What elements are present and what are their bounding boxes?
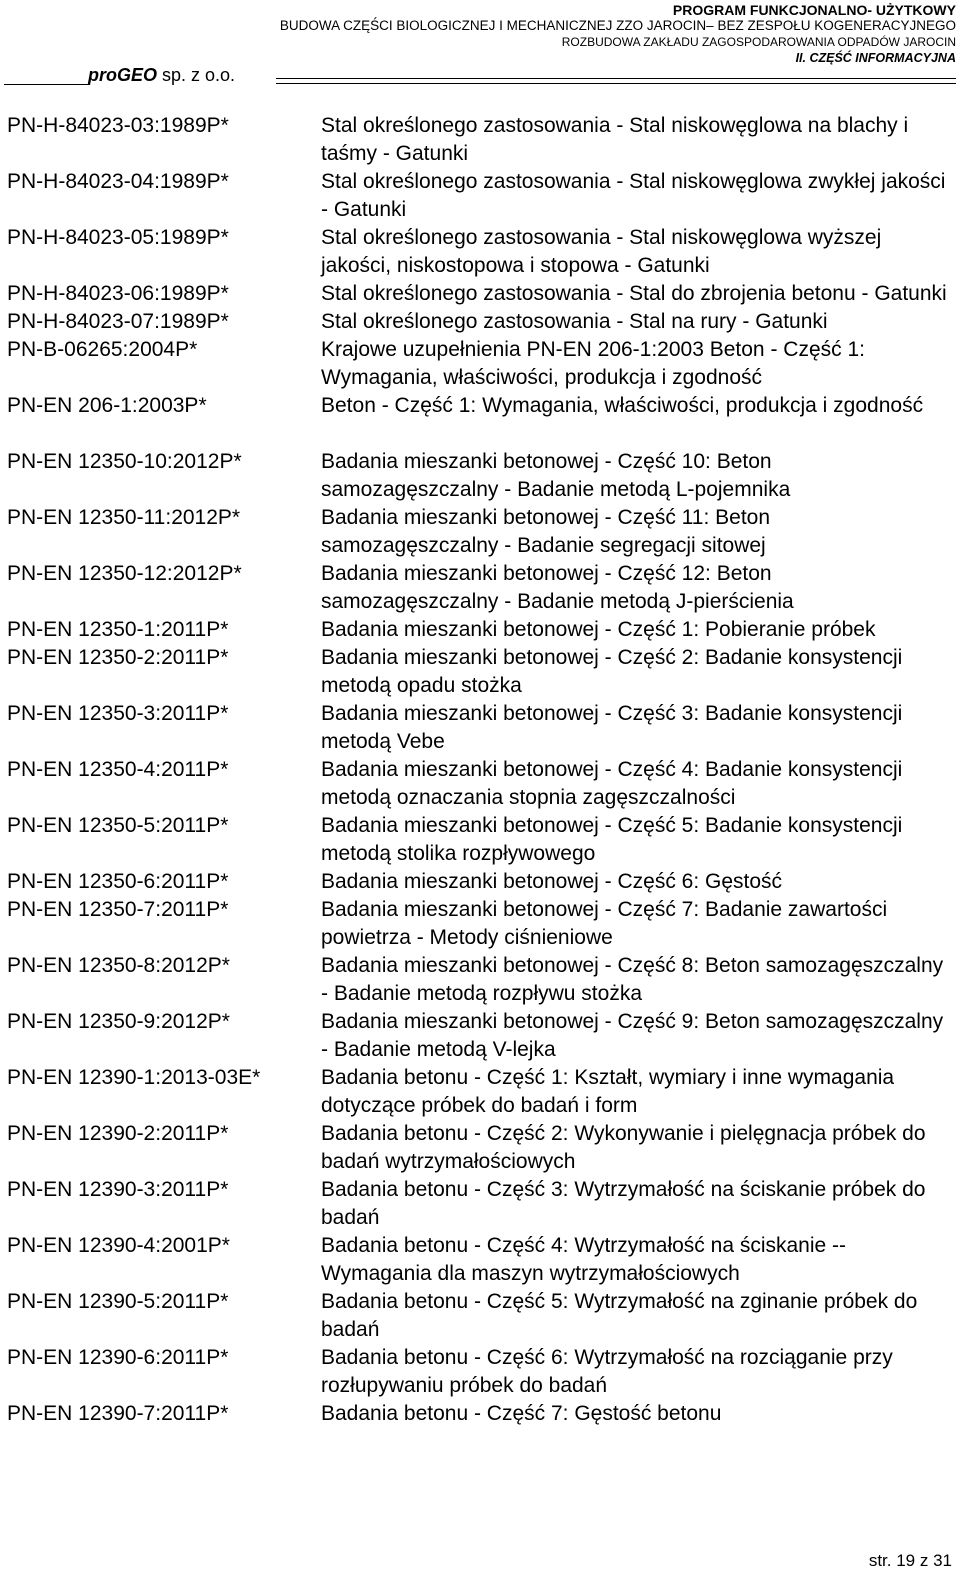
standard-code: PN-EN 206-1:2003P* [7,394,207,417]
header-rule-left [4,84,90,85]
standard-code: PN-EN 12350-4:2011P* [7,758,229,781]
standard-description: Badania betonu - Część 7: Gęstość betonu [321,1402,722,1425]
logo-brand: proGEO [88,65,158,85]
standard-row [7,616,952,644]
standard-description: Badania mieszanki betonowej - Część 10: Beton samozagęszczalny - Badanie metodą L-pojemnika [321,450,791,501]
header-rule-double [276,78,956,84]
standard-description: Krajowe uzupełnienia PN-EN 206-1:2003 Beton - Część 1: Wymagania, właściwości, produkcja i zgodność [321,338,865,389]
standard-description: Badania betonu - Część 6: Wytrzymałość na rozciąganie przy rozłupywaniu próbek do badań [321,1346,893,1397]
standard-description: Badania mieszanki betonowej - Część 3: Badanie konsystencji metodą Vebe [321,702,903,753]
standard-row [7,504,952,560]
standard-description: Stal określonego zastosowania - Stal niskowęglowa zwykłej jakości - Gatunki [321,170,946,221]
program-title: PROGRAM FUNKCJONALNO- UŻYTKOWY [672,2,956,18]
standard-description: Beton - Część 1: Wymagania, właściwości, produkcja i zgodność [321,394,924,417]
standard-code: PN-EN 12350-3:2011P* [7,702,229,725]
standard-code: PN-EN 12390-7:2011P* [7,1402,229,1425]
standard-code: PN-EN 12350-7:2011P* [7,898,229,921]
standard-code: PN-EN 12390-5:2011P* [7,1290,229,1313]
standard-row [7,448,952,504]
standard-row [7,868,952,896]
standard-row [7,280,952,308]
logo-suffix: sp. z o.o. [157,65,236,85]
standard-code: PN-EN 12350-11:2012P* [7,506,241,529]
standard-code: PN-H-84023-06:1989P* [7,282,229,305]
standard-row [7,896,952,952]
standard-code: PN-EN 12350-6:2011P* [7,870,229,893]
standard-code: PN-H-84023-05:1989P* [7,226,229,249]
standard-row [7,812,952,868]
standard-description: Stal określonego zastosowania - Stal niskowęglowa na blachy i taśmy - Gatunki [321,114,909,165]
standard-description: Badania mieszanki betonowej - Część 6: Gęstość [321,870,783,893]
standard-description: Stal określonego zastosowania - Stal do zbrojenia betonu - Gatunki [321,282,947,305]
standard-row [7,1008,952,1064]
standard-code: PN-EN 12350-2:2011P* [7,646,229,669]
standard-description: Badania mieszanki betonowej - Część 9: Beton samozagęszczalny - Badanie metodą V-lejka [321,1010,944,1061]
standard-row [7,700,952,756]
standard-row [7,168,952,224]
standard-code: PN-H-84023-03:1989P* [7,114,229,137]
standard-code: PN-EN 12390-3:2011P* [7,1178,229,1201]
standard-description: Badania mieszanki betonowej - Część 11: Beton samozagęszczalny - Badanie segregacji sitowej [321,506,771,557]
document-header [280,2,956,66]
standard-row [7,952,952,1008]
standard-code: PN-EN 12350-10:2012P* [7,450,242,473]
standard-code: PN-EN 12350-9:2012P* [7,1010,230,1033]
standard-row [7,560,952,616]
standard-code: PN-H-84023-04:1989P* [7,170,229,193]
standard-row [7,392,952,420]
standard-code: PN-EN 12350-1:2011P* [7,618,229,641]
standard-description: Stal określonego zastosowania - Stal na rury - Gatunki [321,310,828,333]
standard-description: Badania betonu - Część 3: Wytrzymałość na ściskanie próbek do badań [321,1178,926,1229]
project-subtitle-secondary: ROZBUDOWA ZAKŁADU ZAGOSPODAROWANIA ODPADÓW JAROCIN [561,35,956,49]
standard-row [7,644,952,700]
standard-code: PN-EN 12390-1:2013-03E* [7,1066,261,1089]
standard-description: Badania mieszanki betonowej - Część 7: Badanie zawartości powietrza - Metody ciśnieniowe [321,898,888,949]
standard-row [7,336,952,392]
standard-row [7,224,952,280]
standards-list [7,112,952,1428]
standard-description: Badania betonu - Część 2: Wykonywanie i pielęgnacja próbek do badań wytrzymałościowych [321,1122,926,1173]
standard-description: Stal określonego zastosowania - Stal niskowęglowa wyższej jakości, niskostopowa i stopowa - Gatunki [321,226,882,277]
standard-description: Badania betonu - Część 1: Kształt, wymiary i inne wymagania dotyczące próbek do badań i form [321,1066,895,1117]
page-number: str. 19 z 31 [868,1551,952,1570]
standard-row [7,1288,952,1344]
standard-row [7,112,952,168]
standard-description: Badania mieszanki betonowej - Część 4: Badanie konsystencji metodą oznaczania stopnia zagęszczalności [321,758,903,809]
standard-description: Badania mieszanki betonowej - Część 2: Badanie konsystencji metodą opadu stożka [321,646,903,697]
standard-code: PN-EN 12390-4:2001P* [7,1234,230,1257]
standard-description: Badania mieszanki betonowej - Część 5: Badanie konsystencji metodą stolika rozpływowego [321,814,903,865]
standard-description: Badania mieszanki betonowej - Część 1: Pobieranie próbek [321,618,876,641]
standard-code: PN-EN 12350-5:2011P* [7,814,229,837]
standard-row [7,1344,952,1400]
project-subtitle: BUDOWA CZĘŚCI BIOLOGICZNEJ I MECHANICZNEJ ZZO JAROCIN– BEZ ZESPOŁU KOGENERACYJNEGO [279,18,956,33]
company-logo [88,65,235,86]
standard-description: Badania betonu - Część 5: Wytrzymałość na zginanie próbek do badań [321,1290,918,1341]
standard-row [7,1176,952,1232]
standard-row [7,1120,952,1176]
standard-description: Badania mieszanki betonowej - Część 12: Beton samozagęszczalny - Badanie metodą J-pierścienia [321,562,794,613]
standard-row [7,308,952,336]
standard-code: PN-H-84023-07:1989P* [7,310,229,333]
standard-description: Badania betonu - Część 4: Wytrzymałość na ściskanie -- Wymagania dla maszyn wytrzymałościowych [321,1234,847,1285]
standard-code: PN-EN 12350-8:2012P* [7,954,230,977]
standard-row [7,756,952,812]
standard-description: Badania mieszanki betonowej - Część 8: Beton samozagęszczalny - Badanie metodą rozpływu stożka [321,954,944,1005]
standard-code: PN-EN 12350-12:2012P* [7,562,242,585]
standard-row [7,1400,952,1428]
standard-code: PN-EN 12390-6:2011P* [7,1346,229,1369]
document-part: II. CZĘŚĆ INFORMACYJNA [795,51,956,65]
standard-row [7,1064,952,1120]
standard-code: PN-B-06265:2004P* [7,338,198,361]
standard-code: PN-EN 12390-2:2011P* [7,1122,229,1145]
standard-row [7,1232,952,1288]
